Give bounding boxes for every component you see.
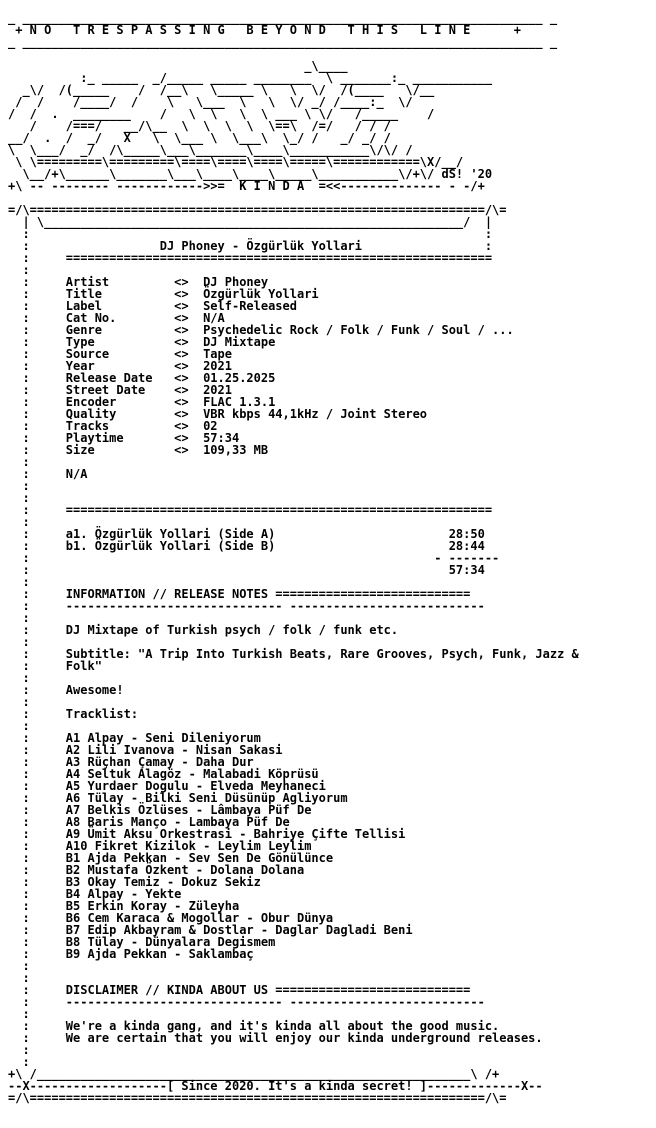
nfo-line: : [8,491,30,505]
nfo-line: : ------------------------------ --------------------------- [8,599,485,613]
nfo-line: : Tracklist: [8,707,139,721]
nfo-line: : A4 Seltuk Alagöz - Malabadi Köprüsü [8,767,319,781]
nfo-line: : Year <> 2021 [8,359,232,373]
nfo-line: : A5 Yurdaer Dogulu - Elveda Meyhaneci [8,779,326,793]
nfo-line: : Subtitle: "A Trip Into Turkish Beats, Rare Grooves, Psych, Funk, Jazz & [8,647,579,661]
nfo-line: : DJ Mixtape of Turkish psych / folk / funk etc. [8,623,399,637]
nfo-line: / /===/ __/\__ \ \ \ \ \==\ /=/ / / / [8,119,391,133]
nfo-line: : B6 Cem Karaca & Mogollar - Obur Dünya [8,911,334,925]
nfo-line: : A9 Ümit Aksu Orkestrasi - Bahriye Çifte Tellisi [8,827,406,841]
nfo-line: : b1. Özgürlük Yollari (Side B) 28:44 [8,539,485,553]
nfo-line: | \__________________________________________________________/ | [8,215,493,229]
nfo-line: : B3 Okay Temiz - Dokuz Sekiz [8,875,261,889]
nfo-line: / / . ________ / \ \ \ \ ___ \ \/ /_____ / [8,107,435,121]
nfo-line: : Awesome! [8,683,124,697]
nfo-document [0,12,579,1104]
nfo-line: : A3 Rüçhan Çamay - Daha Dur [8,755,254,769]
nfo-line: : =========================================================== [8,503,493,517]
nfo-line: : INFORMATION // RELEASE NOTES =========================== [8,587,471,601]
nfo-line: : B2 Mustafa Özkent - Dolana Dolana [8,863,305,877]
nfo-line: =/\===============================================================/\= [8,1091,507,1105]
nfo-line: : DISCLAIMER // KINDA ABOUT US =========================== [8,983,471,997]
nfo-line: : [8,695,30,709]
nfo-line: : DJ Phoney - Özgürlük Yollari : [8,239,493,253]
nfo-line: : Quality <> VBR kbps 44,1kHz / Joint Stereo [8,407,428,421]
nfo-line: : [8,575,30,589]
nfo-line: +\ -- -------- ------------>>= K I N D A =<<-------------- - -/+ [8,179,485,193]
nfo-line: : We're a kinda gang, and it's kinda all about the good music. [8,1019,500,1033]
nfo-line: : Size <> 109,33 MB [8,443,269,457]
nfo-line: : B8 Tülay - Dünyalara Degismem [8,935,276,949]
nfo-line: : Artist <> DJ Phoney [8,275,269,289]
nfo-line: _\/ /(_____ / /__\ \_____ \ \ \/ /(____ \/__ [8,83,435,97]
nfo-line: + N O T R E S P A S S I N G B E Y O N D T H I S L I N E + [8,23,521,37]
nfo-line: : A8 Baris Manço - Lambaya Püf De [8,815,290,829]
nfo-line: : [8,1055,30,1069]
nfo-line: : [8,635,30,649]
nfo-line: : =========================================================== [8,251,493,265]
nfo-line: : Encoder <> FLAC 1.3.1 [8,395,276,409]
nfo-line: \__/+\______\_______\___\____\____\_____\___________\/+\/ dS! '20 [8,167,493,181]
nfo-line: : B5 Erkin Koray - Züleyha [8,899,240,913]
nfo-line: _\____ [8,59,348,73]
nfo-line: : B1 Ajda Pekkan - Sev Sen De Gönülünce [8,851,334,865]
nfo-line: : Tracks <> 02 [8,419,218,433]
nfo-line: : [8,971,30,985]
nfo-line: : Street Date <> 2021 [8,383,232,397]
nfo-line: : : [8,227,493,241]
nfo-line: : A6 Tülay - Bilki Seni Düsünüp Agliyorum [8,791,348,805]
nfo-line: : Source <> Tape [8,347,232,361]
nfo-line: / / /____/ / \ \___ \ \ \/ _/ /____:_ \/ [8,95,413,109]
nfo-line: _ ________________________________________________________________________ _ [8,35,558,49]
nfo-line: : [8,671,30,685]
nfo-line: : [8,1007,30,1021]
nfo-line: : [8,611,30,625]
nfo-line: : Title <> Özgürlük Yollari [8,287,319,301]
nfo-line: : ------------------------------ --------------------------- [8,995,485,1009]
nfo-line: : A7 Belkis Özlüses - Lâmbaya Püf De [8,803,312,817]
nfo-line: : [8,479,30,493]
nfo-line: : Cat No. <> N/A [8,311,225,325]
nfo-line: : [8,455,30,469]
nfo-line: : Folk" [8,659,102,673]
nfo-line: : A1 Alpay - Seni Dileniyorum [8,731,261,745]
nfo-line: : We are certain that you will enjoy our kinda underground releases. [8,1031,543,1045]
nfo-line: \ \___/ _/ /\_____\___\_______\____\___________\/\/ / [8,143,413,157]
nfo-line: : [8,719,30,733]
nfo-line: : B9 Ajda Pekkan - Saklambaç [8,947,254,961]
nfo-line: : Type <> DJ Mixtape [8,335,276,349]
nfo-line: : 57:34 [8,563,485,577]
nfo-line: : [8,515,30,529]
nfo-line: : Genre <> Psychedelic Rock / Folk / Funk / Soul / ... [8,323,514,337]
nfo-line: __/ . / _/ X \ \___ \ \___\ \_/ / _/ _/ / [8,131,391,145]
nfo-line: : A10 Fikret Kizilok - Leylim Leylim [8,839,312,853]
nfo-line: : A2 Lili Ivanova - Nisan Sakasi [8,743,283,757]
nfo-line: : B4 Alpay - Yekte [8,887,182,901]
nfo-line: \ \=========\=========\====\====\====\=====\============\X/__/ [8,155,464,169]
nfo-line: : [8,959,30,973]
nfo-line: : - ------- [8,551,500,565]
nfo-line: : Release Date <> 01.25.2025 [8,371,276,385]
nfo-line: : [8,1043,30,1057]
nfo-line: : Label <> Self-Released [8,299,297,313]
nfo-line: +\ /____________________________________________________________\ /+ [8,1067,500,1081]
nfo-line: : Playtime <> 57:34 [8,431,240,445]
nfo-line: : N/A [8,467,88,481]
nfo-line: _ ________________________________________________________________________ _ [8,11,558,25]
nfo-line: --X-------------------[ Since 2020. It's a kinda secret! ]-------------X-- [8,1079,543,1093]
nfo-line: : B7 Edip Akbayram & Dostlar - Daglar Dagladi Beni [8,923,413,937]
nfo-line: :_ _____ _/_____ _____ ________ \ _______:_ ___________ [8,71,493,85]
nfo-line: : a1. Özgürlük Yollari (Side A) 28:50 [8,527,485,541]
nfo-line: : [8,263,30,277]
nfo-line: =/\===============================================================/\= [8,203,507,217]
